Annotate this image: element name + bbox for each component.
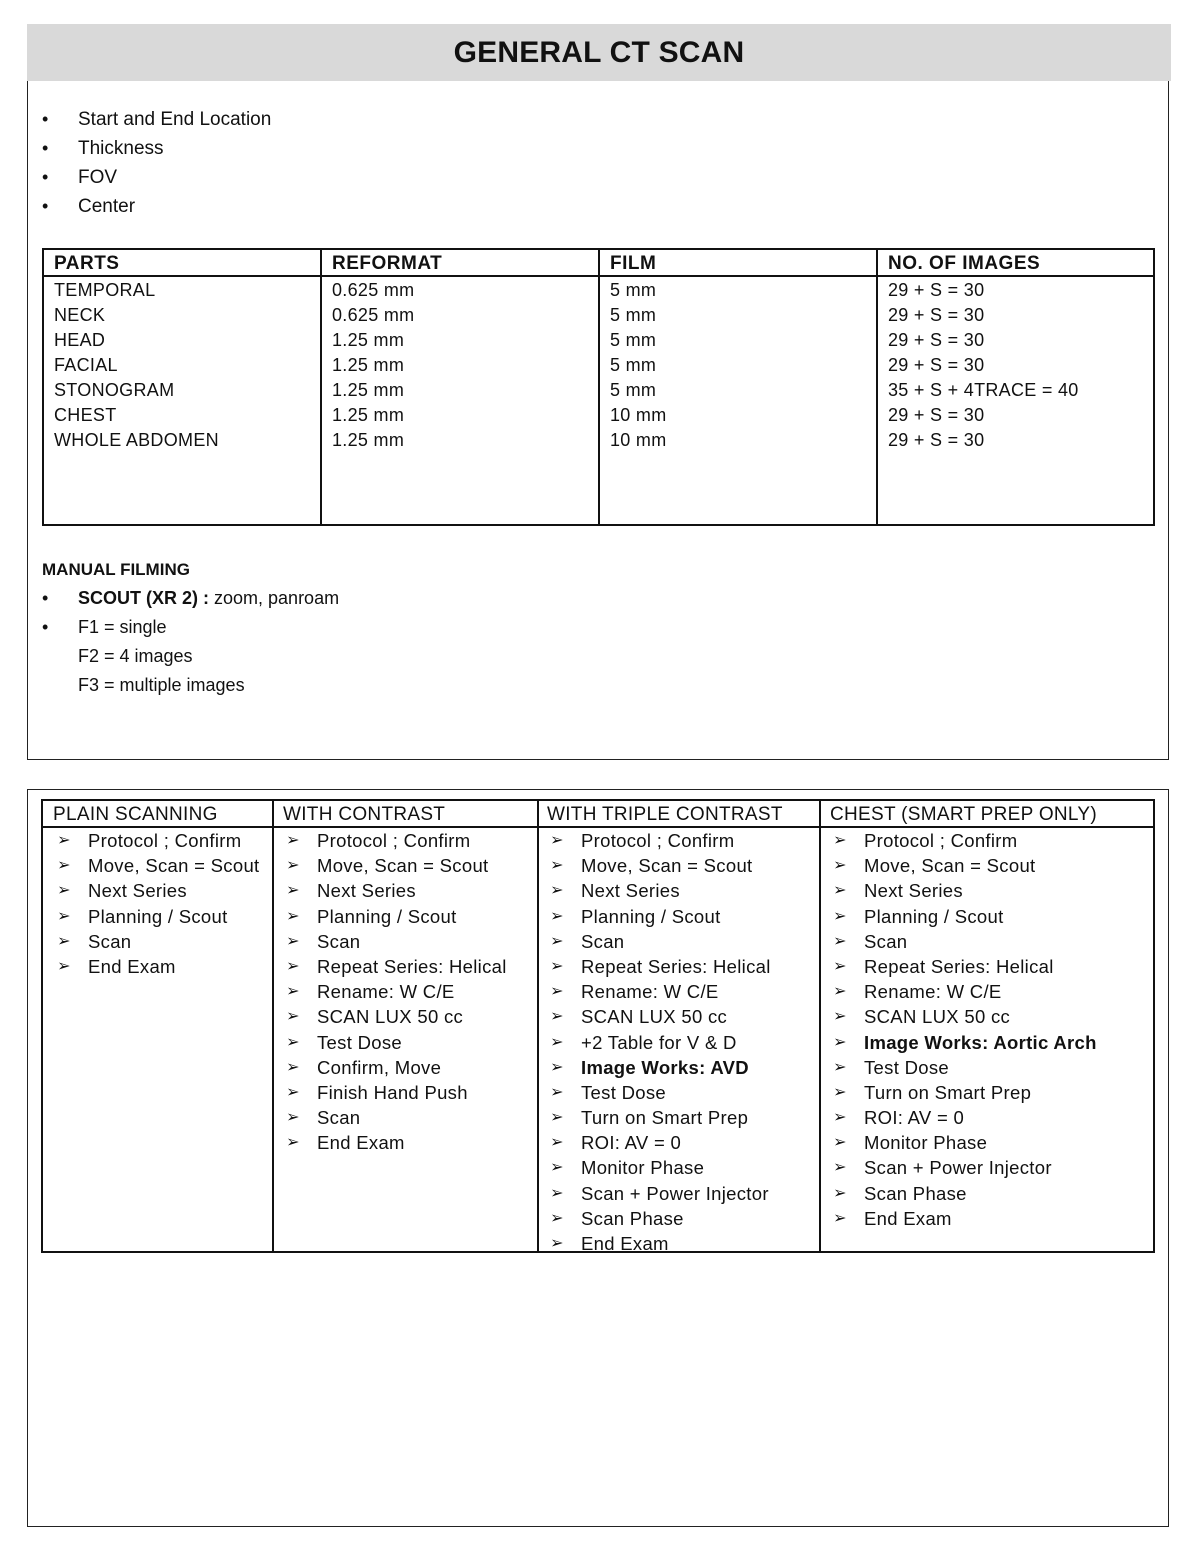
arrow-bullet-icon: ➢ xyxy=(286,1083,300,1101)
table-cell: 29 + S = 30 xyxy=(888,430,985,450)
table-cell: 1.25 mm xyxy=(332,355,405,375)
arrow-bullet-icon: ➢ xyxy=(286,857,300,875)
table-cell: 10 mm xyxy=(610,405,667,425)
step-label: Image Works: Aortic Arch xyxy=(864,1031,1097,1053)
step-label: SCAN LUX 50 cc xyxy=(317,1006,464,1028)
step-item xyxy=(831,1155,1097,1180)
step-item xyxy=(284,929,507,954)
table-cell: 5 mm xyxy=(610,355,657,375)
step-label: Planning / Scout xyxy=(88,905,228,927)
step-label: Scan Phase xyxy=(864,1182,967,1204)
parameter-item: • Center xyxy=(42,192,271,221)
arrow-bullet-icon: ➢ xyxy=(550,957,564,975)
arrow-bullet-icon: ➢ xyxy=(286,957,300,975)
step-item xyxy=(831,1004,1097,1029)
step-label: Protocol ; Confirm xyxy=(581,830,735,851)
arrow-bullet-icon: ➢ xyxy=(57,932,71,950)
step-item xyxy=(831,878,1097,903)
step-label: Planning / Scout xyxy=(317,905,457,927)
arrow-bullet-icon: ➢ xyxy=(833,882,847,900)
manual-filming-list xyxy=(42,584,339,700)
step-label: Repeat Series: Helical xyxy=(317,955,507,977)
list-item: F3 = multiple images xyxy=(78,675,245,695)
arrow-bullet-icon: ➢ xyxy=(550,882,564,900)
table-cell: 5 mm xyxy=(610,305,657,325)
step-item xyxy=(548,1080,771,1105)
table-cell: NECK xyxy=(54,305,106,325)
step-label: Rename: W C/E xyxy=(581,981,719,1003)
parameter-list xyxy=(42,105,271,221)
header-triple-contrast: WITH TRIPLE CONTRAST xyxy=(547,804,783,825)
arrow-bullet-icon: ➢ xyxy=(833,1209,847,1227)
step-item xyxy=(55,828,259,853)
table-cell: WHOLE ABDOMEN xyxy=(54,430,219,450)
arrow-bullet-icon: ➢ xyxy=(550,1033,564,1051)
step-item xyxy=(548,979,771,1004)
table-cell: 29 + S = 30 xyxy=(888,355,985,375)
step-label: Next Series xyxy=(581,880,680,902)
column-divider xyxy=(537,801,539,1251)
step-label: Image Works: AVD xyxy=(581,1056,749,1078)
arrow-bullet-icon: ➢ xyxy=(550,1184,564,1202)
step-label: Planning / Scout xyxy=(864,905,1004,927)
parts-table xyxy=(42,248,1155,526)
step-label: Rename: W C/E xyxy=(317,981,455,1003)
step-item xyxy=(284,1080,507,1105)
arrow-bullet-icon: ➢ xyxy=(833,1109,847,1127)
step-label: Protocol ; Confirm xyxy=(317,830,471,851)
list-item: • F1 = single xyxy=(42,613,339,642)
arrow-bullet-icon: ➢ xyxy=(286,983,300,1001)
step-item xyxy=(831,1055,1097,1080)
step-label: Scan xyxy=(864,930,908,952)
step-item xyxy=(831,1130,1097,1155)
step-item xyxy=(831,853,1097,878)
arrow-bullet-icon: ➢ xyxy=(833,932,847,950)
step-item xyxy=(284,1004,507,1029)
header-film: FILM xyxy=(610,253,657,274)
step-item xyxy=(548,1155,771,1180)
parts-column xyxy=(54,278,219,453)
scout-value: zoom, panroam xyxy=(209,588,340,608)
step-item xyxy=(548,1181,771,1206)
step-item xyxy=(548,904,771,929)
step-label: SCAN LUX 50 cc xyxy=(864,1006,1011,1028)
step-label: Next Series xyxy=(88,880,187,902)
step-item xyxy=(548,954,771,979)
list-item xyxy=(42,584,339,613)
step-item xyxy=(548,1105,771,1130)
arrow-bullet-icon: ➢ xyxy=(550,1134,564,1152)
arrow-bullet-icon: ➢ xyxy=(550,1235,564,1252)
step-label: Planning / Scout xyxy=(581,905,721,927)
step-item xyxy=(831,1181,1097,1206)
table-cell: 29 + S = 30 xyxy=(888,280,985,300)
step-item xyxy=(548,1130,771,1155)
step-label: End Exam xyxy=(317,1132,405,1154)
step-item xyxy=(55,904,259,929)
step-label: Next Series xyxy=(317,880,416,902)
step-item xyxy=(831,1206,1097,1231)
column-divider xyxy=(598,250,600,524)
step-item xyxy=(548,929,771,954)
arrow-bullet-icon: ➢ xyxy=(550,1008,564,1026)
parameter-item: • FOV xyxy=(42,163,271,192)
header-chest: CHEST (SMART PREP ONLY) xyxy=(830,804,1097,825)
step-label: Scan xyxy=(317,1107,361,1129)
parameter-item: • Start and End Location xyxy=(42,105,271,134)
arrow-bullet-icon: ➢ xyxy=(286,1134,300,1152)
arrow-bullet-icon: ➢ xyxy=(57,857,71,875)
step-label: Finish Hand Push xyxy=(317,1081,468,1103)
reformat-column xyxy=(332,278,414,453)
arrow-bullet-icon: ➢ xyxy=(550,932,564,950)
step-label: Scan xyxy=(581,930,625,952)
header-reformat: REFORMAT xyxy=(332,253,443,274)
step-item xyxy=(831,1080,1097,1105)
step-label: Test Dose xyxy=(864,1056,949,1078)
step-item xyxy=(284,1055,507,1080)
step-item xyxy=(831,954,1097,979)
arrow-bullet-icon: ➢ xyxy=(550,1109,564,1127)
header-with-contrast: WITH CONTRAST xyxy=(283,804,446,825)
film-column xyxy=(610,278,667,453)
step-item xyxy=(284,828,507,853)
table-cell: 5 mm xyxy=(610,330,657,350)
arrow-bullet-icon: ➢ xyxy=(550,1058,564,1076)
arrow-bullet-icon: ➢ xyxy=(550,1083,564,1101)
step-item xyxy=(284,853,507,878)
step-label: End Exam xyxy=(864,1207,952,1229)
manual-filming-title: MANUAL FILMING xyxy=(42,560,190,579)
list-item: F2 = 4 images xyxy=(78,646,193,666)
page-title: GENERAL CT SCAN xyxy=(453,35,745,69)
step-label: Test Dose xyxy=(317,1031,402,1053)
step-label: Confirm, Move xyxy=(317,1056,442,1078)
arrow-bullet-icon: ➢ xyxy=(550,1159,564,1177)
column-divider xyxy=(819,801,821,1251)
arrow-bullet-icon: ➢ xyxy=(286,882,300,900)
step-label: Turn on Smart Prep xyxy=(581,1107,749,1129)
column-divider xyxy=(876,250,878,524)
arrow-bullet-icon: ➢ xyxy=(833,1033,847,1051)
step-label: Move, Scan = Scout xyxy=(864,855,1036,877)
arrow-bullet-icon: ➢ xyxy=(833,1008,847,1026)
workflow-table xyxy=(41,799,1155,1253)
step-label: Move, Scan = Scout xyxy=(88,855,260,877)
step-label: Repeat Series: Helical xyxy=(581,955,771,977)
arrow-bullet-icon: ➢ xyxy=(286,1008,300,1026)
step-item xyxy=(55,929,259,954)
step-item xyxy=(831,1105,1097,1130)
step-label: Protocol ; Confirm xyxy=(88,830,242,851)
table-cell: 1.25 mm xyxy=(332,330,405,350)
step-label: Next Series xyxy=(864,880,963,902)
arrow-bullet-icon: ➢ xyxy=(57,907,71,925)
step-label: Scan Phase xyxy=(581,1207,684,1229)
arrow-bullet-icon: ➢ xyxy=(550,907,564,925)
step-label: End Exam xyxy=(581,1233,669,1254)
table-cell: 5 mm xyxy=(610,380,657,400)
table-cell: 35 + S + 4TRACE = 40 xyxy=(888,380,1079,400)
step-item xyxy=(831,979,1097,1004)
arrow-bullet-icon: ➢ xyxy=(286,907,300,925)
step-label: Scan xyxy=(317,930,361,952)
step-label: Monitor Phase xyxy=(581,1157,705,1179)
table-cell: CHEST xyxy=(54,405,117,425)
table-cell: 29 + S = 30 xyxy=(888,330,985,350)
table-cell: 0.625 mm xyxy=(332,280,415,300)
arrow-bullet-icon: ➢ xyxy=(57,832,71,849)
step-label: Monitor Phase xyxy=(864,1132,988,1154)
step-item xyxy=(284,904,507,929)
with-contrast-steps xyxy=(284,828,507,1155)
table-cell: FACIAL xyxy=(54,355,118,375)
arrow-bullet-icon: ➢ xyxy=(286,932,300,950)
step-label: Scan xyxy=(88,930,132,952)
step-item xyxy=(548,1055,771,1080)
triple-contrast-steps xyxy=(548,828,771,1256)
scout-label: SCOUT (XR 2) : xyxy=(78,588,210,608)
arrow-bullet-icon: ➢ xyxy=(57,882,71,900)
step-label: ROI: AV = 0 xyxy=(864,1107,965,1129)
header-plain-scanning: PLAIN SCANNING xyxy=(53,804,218,825)
table-cell: 5 mm xyxy=(610,280,657,300)
arrow-bullet-icon: ➢ xyxy=(833,1184,847,1202)
step-item xyxy=(831,1030,1097,1055)
arrow-bullet-icon: ➢ xyxy=(550,832,564,849)
step-label: Turn on Smart Prep xyxy=(864,1081,1032,1103)
arrow-bullet-icon: ➢ xyxy=(286,832,300,849)
arrow-bullet-icon: ➢ xyxy=(833,907,847,925)
step-item xyxy=(55,954,259,979)
arrow-bullet-icon: ➢ xyxy=(550,983,564,1001)
step-label: Move, Scan = Scout xyxy=(317,855,489,877)
step-item xyxy=(831,828,1097,853)
step-label: ROI: AV = 0 xyxy=(581,1132,682,1154)
arrow-bullet-icon: ➢ xyxy=(833,1134,847,1152)
step-item xyxy=(284,1130,507,1155)
step-item xyxy=(831,929,1097,954)
header-parts: PARTS xyxy=(54,253,120,274)
column-divider xyxy=(320,250,322,524)
arrow-bullet-icon: ➢ xyxy=(833,1159,847,1177)
step-item xyxy=(284,954,507,979)
table-cell: 29 + S = 30 xyxy=(888,405,985,425)
header-images: NO. OF IMAGES xyxy=(888,253,1041,274)
step-item xyxy=(55,878,259,903)
arrow-bullet-icon: ➢ xyxy=(550,1209,564,1227)
step-item xyxy=(548,1004,771,1029)
arrow-bullet-icon: ➢ xyxy=(286,1058,300,1076)
step-item xyxy=(831,904,1097,929)
step-label: End Exam xyxy=(88,955,176,977)
images-column xyxy=(888,278,1079,453)
step-item xyxy=(548,1206,771,1231)
column-divider xyxy=(272,801,274,1251)
step-item xyxy=(55,853,259,878)
arrow-bullet-icon: ➢ xyxy=(833,957,847,975)
step-label: Rename: W C/E xyxy=(864,981,1002,1003)
step-item xyxy=(284,1030,507,1055)
table-cell: 0.625 mm xyxy=(332,305,415,325)
step-item xyxy=(548,1231,771,1256)
title-bar xyxy=(27,24,1171,81)
step-item xyxy=(548,853,771,878)
chest-steps xyxy=(831,828,1097,1231)
arrow-bullet-icon: ➢ xyxy=(833,832,847,849)
plain-scanning-steps xyxy=(55,828,259,979)
arrow-bullet-icon: ➢ xyxy=(550,857,564,875)
step-item xyxy=(548,1030,771,1055)
step-label: +2 Table for V & D xyxy=(581,1031,737,1053)
step-item xyxy=(284,1105,507,1130)
step-label: SCAN LUX 50 cc xyxy=(581,1006,728,1028)
table-cell: 1.25 mm xyxy=(332,405,405,425)
table-cell: HEAD xyxy=(54,330,106,350)
arrow-bullet-icon: ➢ xyxy=(833,983,847,1001)
table-cell: TEMPORAL xyxy=(54,280,156,300)
table-cell: 1.25 mm xyxy=(332,380,405,400)
step-item xyxy=(548,878,771,903)
step-label: Protocol ; Confirm xyxy=(864,830,1018,851)
step-label: Scan + Power Injector xyxy=(581,1182,769,1204)
step-label: Move, Scan = Scout xyxy=(581,855,753,877)
step-item xyxy=(284,979,507,1004)
arrow-bullet-icon: ➢ xyxy=(833,857,847,875)
table-cell: 10 mm xyxy=(610,430,667,450)
step-item xyxy=(284,878,507,903)
table-cell: STONOGRAM xyxy=(54,380,175,400)
step-item xyxy=(548,828,771,853)
step-label: Repeat Series: Helical xyxy=(864,955,1054,977)
step-label: Scan + Power Injector xyxy=(864,1157,1052,1179)
table-cell: 1.25 mm xyxy=(332,430,405,450)
parameter-item: • Thickness xyxy=(42,134,271,163)
table-cell: 29 + S = 30 xyxy=(888,305,985,325)
arrow-bullet-icon: ➢ xyxy=(286,1033,300,1051)
arrow-bullet-icon: ➢ xyxy=(833,1083,847,1101)
arrow-bullet-icon: ➢ xyxy=(286,1109,300,1127)
arrow-bullet-icon: ➢ xyxy=(833,1058,847,1076)
arrow-bullet-icon: ➢ xyxy=(57,957,71,975)
step-label: Test Dose xyxy=(581,1081,666,1103)
